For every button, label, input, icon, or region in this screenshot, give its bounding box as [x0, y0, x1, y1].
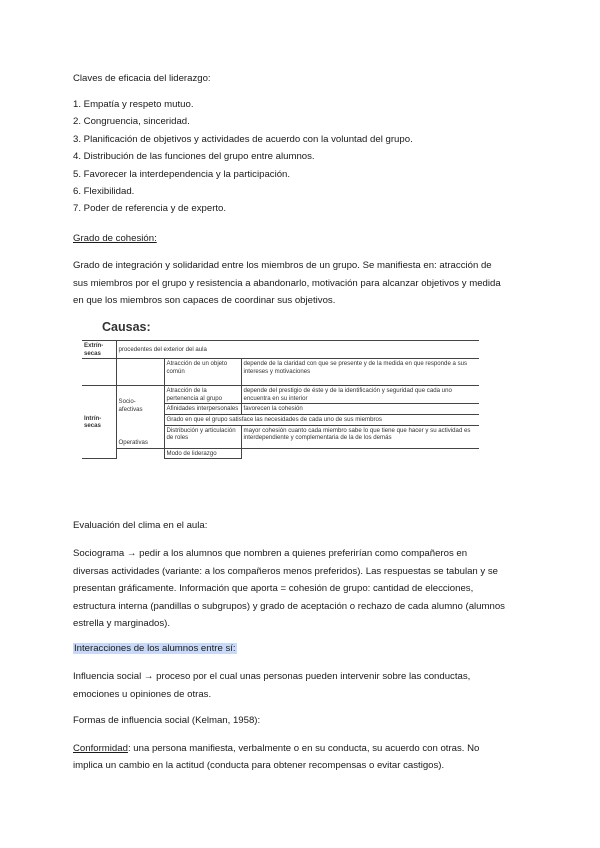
extrinsic-label: Extrín- secas: [82, 341, 116, 359]
list-item: 5. Favorecer la interdependencia y la participación.: [73, 168, 291, 180]
cohesion-paragraph-line: sus miembros por el grupo y resistencia a abandonarlo, motivación para alcanzar objetivos y medida: [73, 278, 501, 289]
conformity-line: [73, 740, 479, 758]
conformity-definition: : una persona manifiesta, verbalmente o en su conducta, su acuerdo con otras. No: [127, 743, 480, 754]
factor-cell: Distribución y articulación de roles: [164, 425, 241, 448]
cohesion-paragraph-line: en que los miembros son capaces de coordinar sus objetivos.: [73, 295, 336, 306]
factor-cell: Modo de liderazgo: [164, 448, 241, 459]
effect-cell: mayor cohesión cuanto cada miembro sabe lo que tiene que hacer y su actividad es interdependiente y complementaria de la de los demás: [241, 425, 479, 448]
list-item: 3. Planificación de objetivos y actividades de acuerdo con la voluntad del grupo.: [73, 133, 413, 145]
socio-affective-label: Socio- afectivas: [116, 386, 164, 425]
leadership-heading: Claves de eficacia del liderazgo:: [73, 73, 211, 84]
interactions-heading: [73, 640, 237, 658]
causes-figure: [82, 318, 494, 496]
empty-cell: [116, 448, 164, 459]
list-item: 7. Poder de referencia y de experto.: [73, 203, 227, 215]
influence-forms: Formas de influencia social (Kelman, 1958):: [73, 715, 261, 726]
operative-label: Operativas: [116, 425, 164, 448]
extrinsic-origin: procedentes del exterior del aula: [116, 341, 479, 359]
highlighted-text: Interacciones de los alumnos entre sí:: [74, 643, 236, 654]
list-item: 2. Congruencia, sinceridad.: [73, 116, 190, 128]
list-item: 4. Distribución de las funciones del grupo entre alumnos.: [73, 151, 315, 163]
empty-cell: [241, 448, 479, 459]
factor-cell: Atracción de un objeto común: [164, 359, 241, 386]
table-row: [82, 448, 479, 459]
table-row: [82, 341, 479, 359]
climate-paragraph-line: presentan gráficamente. Información que aporta = cohesión de grupo: cantidad de elecciones,: [73, 583, 474, 594]
influence-line: Influencia social → proceso por el cual unas personas pueden intervenir sobre las conductas,: [73, 671, 471, 682]
leadership-list: [73, 96, 413, 218]
conformity-term: Conformidad: [73, 743, 128, 754]
effect-cell: depende de la claridad con que se presente y de la medida en que responde a sus intereses y motivaciones: [241, 359, 479, 386]
table-row: [82, 386, 479, 404]
conformity-line: implica un cambio en la actitud (conducta para obtener recompensas o evitar castigos).: [73, 760, 445, 771]
cohesion-heading: Grado de cohesión:: [73, 233, 157, 244]
table-row: [82, 425, 479, 448]
causes-table: [82, 340, 479, 459]
influence-line: emociones u opiniones de otras.: [73, 689, 212, 700]
causes-title: Causas:: [102, 320, 151, 334]
cohesion-paragraph-line: Grado de integración y solidaridad entre los miembros de un grupo. Se manifiesta en: atracción de: [73, 260, 492, 271]
intrinsic-label: Intrín- secas: [82, 386, 116, 459]
empty-cell: [116, 359, 164, 386]
climate-paragraph-line: diversas actividades (variante: a los compañeros menos preferidos). Las respuestas se tabulan y se: [73, 566, 499, 577]
list-item: 6. Flexibilidad.: [73, 186, 135, 198]
list-item: 1. Empatía y respeto mutuo.: [73, 99, 194, 110]
factor-cell: Grado en que el grupo satisface las necesidades de cada uno de sus miembros: [164, 414, 479, 425]
climate-paragraph-line: estrella y marginados).: [73, 618, 171, 629]
effect-cell: favorecen la cohesión: [241, 404, 479, 415]
climate-paragraph-line: estructura interna (pandillas o subgrupos) y grado de aceptación o rechazo de cada alumno (alumnos: [73, 601, 505, 612]
climate-paragraph-line: Sociograma → pedir a los alumnos que nombren a quienes preferirían como compañeros en: [73, 548, 468, 559]
factor-cell: Atracción de la pertenencia al grupo: [164, 386, 241, 404]
empty-cell: [82, 359, 116, 386]
factor-cell: Afinidades interpersonales: [164, 404, 241, 415]
climate-heading: Evaluación del clima en el aula:: [73, 520, 208, 531]
table-row: [82, 359, 479, 386]
effect-cell: depende del prestigio de éste y de la identificación y seguridad que cada uno encuentra en su interior: [241, 386, 479, 404]
